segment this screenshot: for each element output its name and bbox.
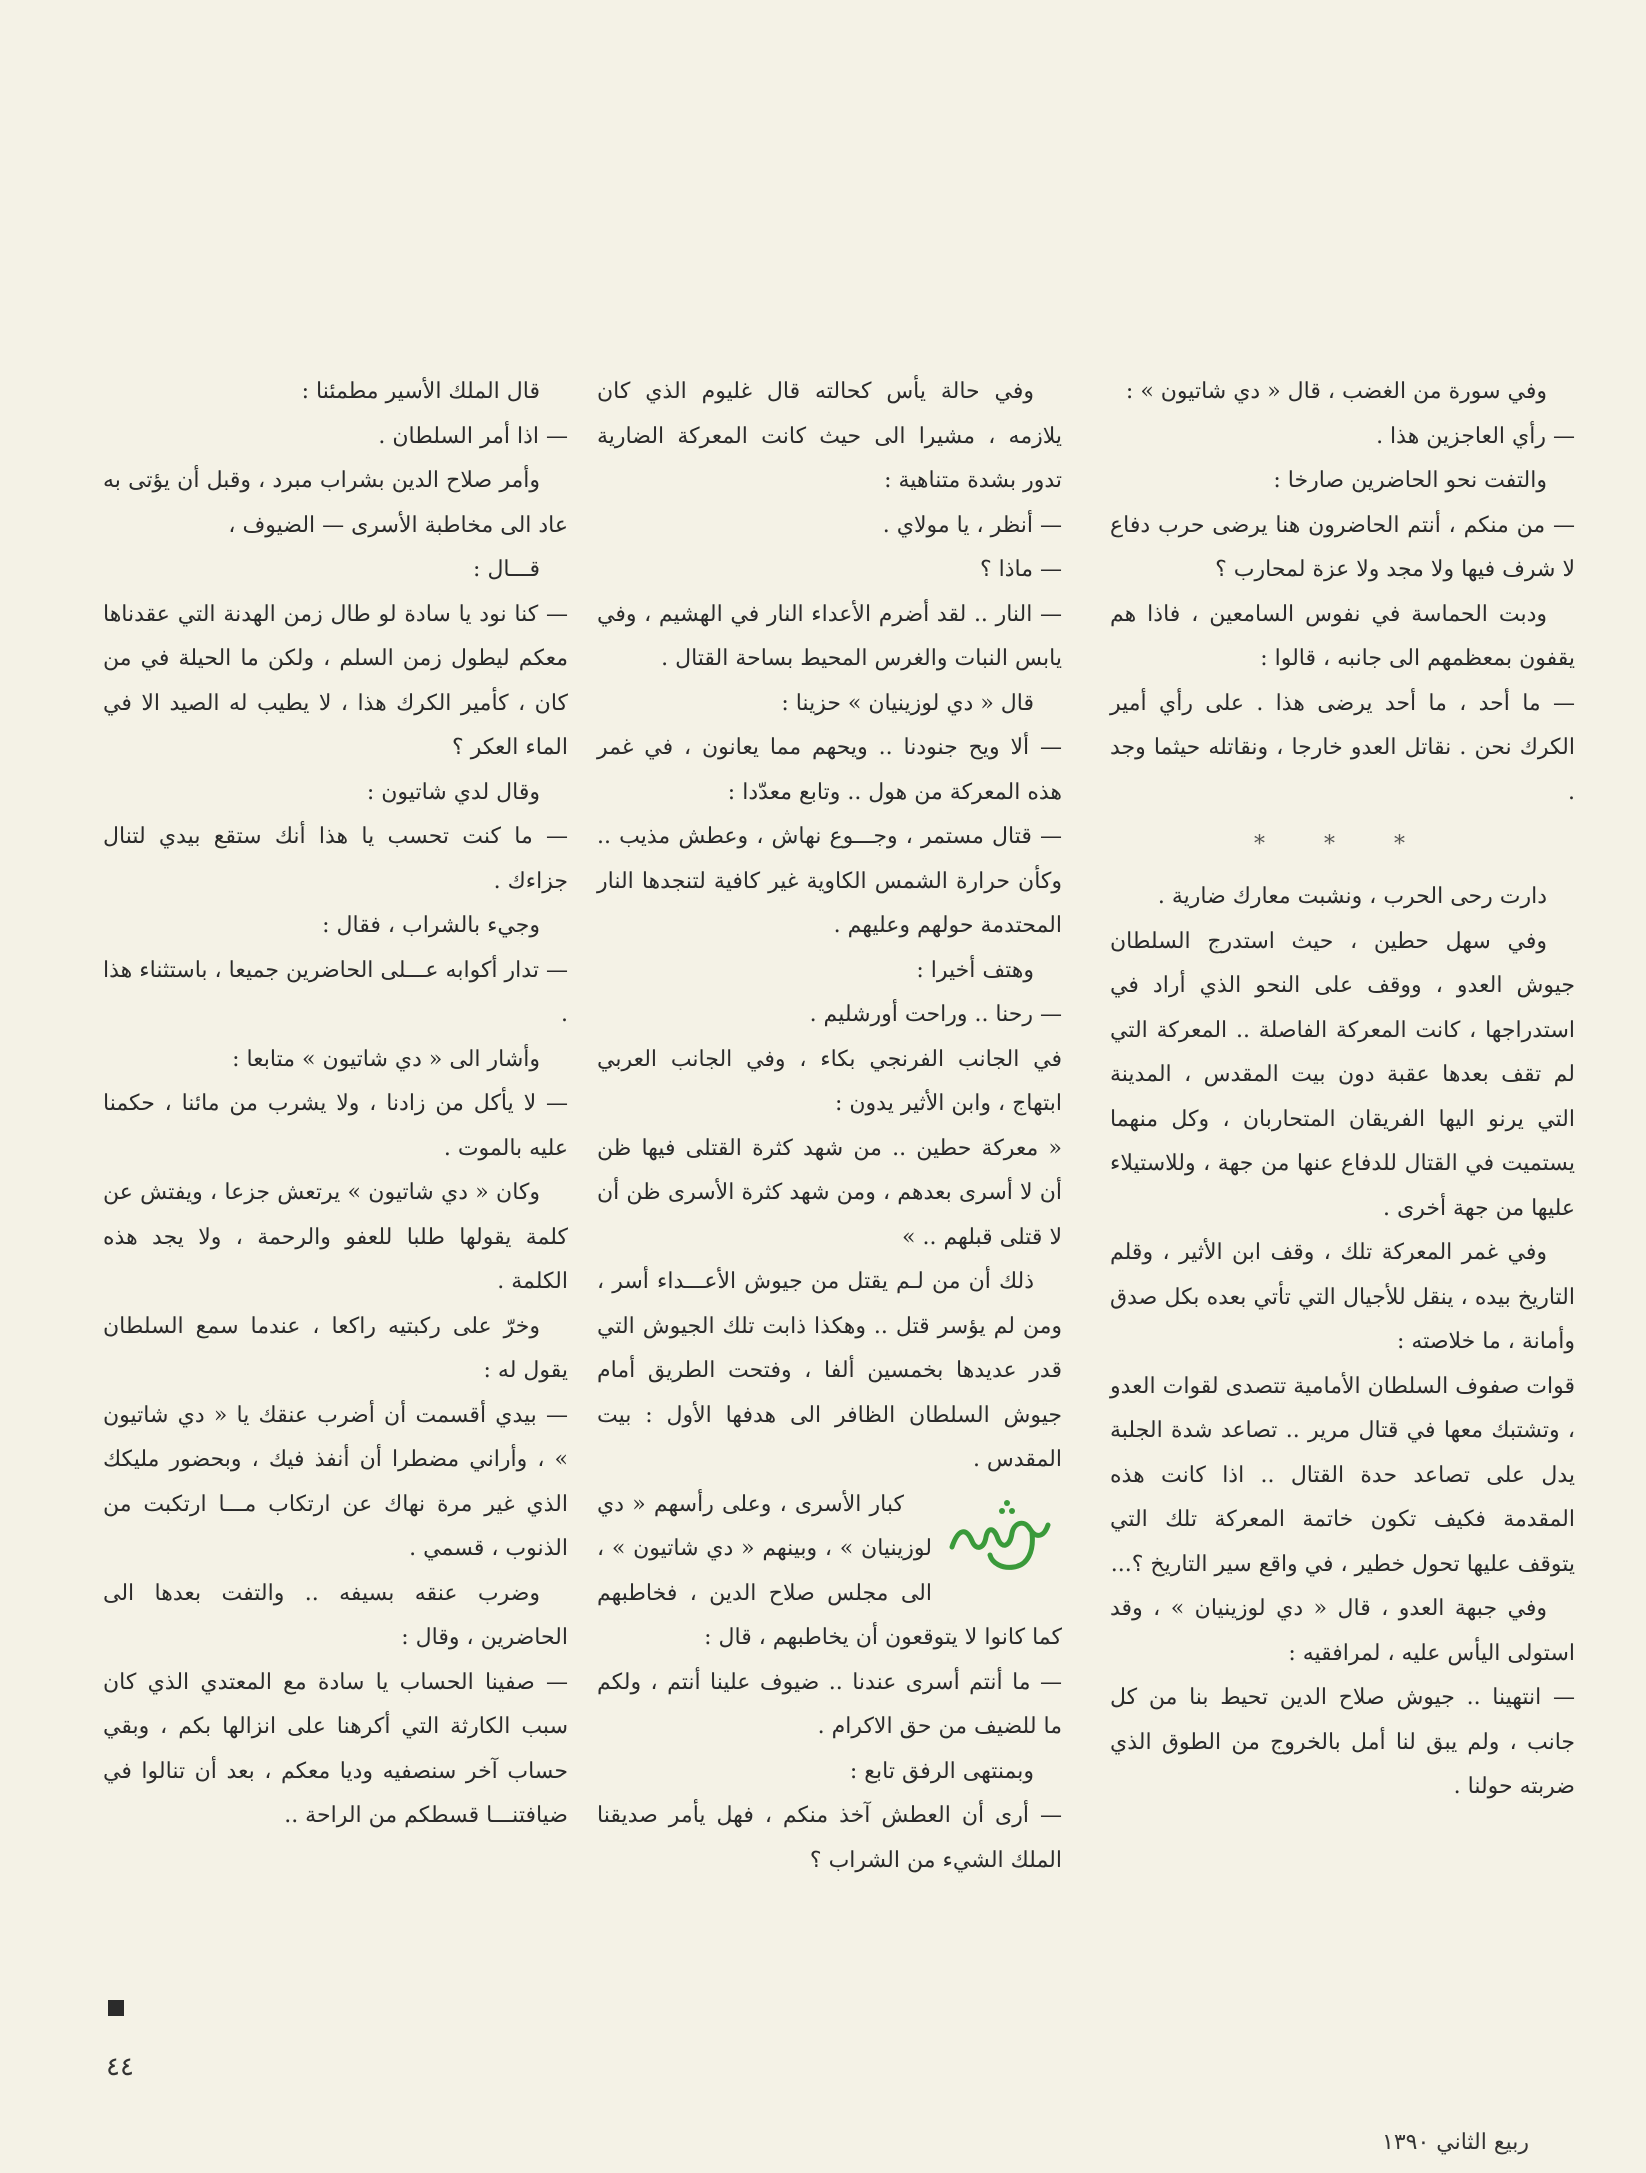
paragraph: دارت رحى الحرب ، ونشبت معارك ضارية . <box>1157 884 1547 909</box>
dialogue-line: — ما كنت تحسب يا هذا أنك ستقع بيدي لتنال جزاءك . <box>103 824 568 894</box>
article-column-middle <box>597 370 1062 1883</box>
paragraph: قال « دي لوزينيان » حزينا : <box>781 690 1034 716</box>
paragraph: قال الملك الأسير مطمئنا : <box>301 379 540 404</box>
dialogue-line: — قتال مستمر ، وجـــوع نهاش ، وعطش مذيب .. وكأن حرارة الشمس الكاوية غير كافية لتنجدها النار المحتدمة حولهم وعليهم . <box>597 824 1062 938</box>
page-number: ٤٤ <box>106 2052 134 2082</box>
paragraph: وفي غمر المعركة تلك ، وقف ابن الأثير ، وقلم التاريخ بيده ، ينقل للأجيال التي تأتي بعده بكل صدق وأمانة ، ما خلاصته : <box>1110 1240 1575 1354</box>
paragraph: قـــال : <box>473 557 540 582</box>
paragraph: وضرب عنقه بسيفه .. والتفت بعدها الى الحاضرين ، وقال : <box>103 1580 568 1650</box>
sayuf-logo <box>944 1489 1062 1573</box>
article-column-left <box>103 370 568 1839</box>
dialogue-line: — كنا نود يا سادة لو طال زمن الهدنة التي عقدناها معكم ليطول زمن السلم ، ولكن ما الحيلة في من كان ، كأمير الكرك هذا ، لا يطيب له الصيد الا في الماء العكر ؟ <box>103 601 568 760</box>
quotation: « معركة حطين .. من شهد كثرة القتلى فيها ظن أن لا أسرى بعدهم ، ومن شهد كثرة الأسرى ظن أن لا قتلى قبلهم .. » <box>597 1135 1062 1250</box>
paragraph: وبمنتهى الرفق تابع : <box>849 1758 1034 1784</box>
paragraph: وأشار الى « دي شاتيون » متابعا : <box>232 1046 540 1072</box>
paragraph: وفي سهل حطين ، حيث استدرج السلطان جيوش العدو ، ووقف على النحو الذي أراد في استدراجها ، كانت المعركة الفاصلة .. المعركة التي لم تقف بعدها عقبة دون بيت المقدس ، المدينة التي يرنو اليها الفريقان المتحاربان ، وكل منهما يستميت في القتال للدفاع عنها من جهة ، وللاستيلاء عليها من جهة أخرى . <box>1110 928 1575 1221</box>
section-separator: * * * <box>1254 832 1431 857</box>
article-column-right <box>1110 370 1575 1810</box>
dialogue-line: — بيدي أقسمت أن أضرب عنقك يا « دي شاتيون » ، وأراني مضطرا أن أنفذ فيك ، وبحضور مليكك الذي غير مرة نهاك عن ارتكاب مـــا ارتكبت من الذنوب ، قسمي . <box>103 1402 568 1561</box>
paragraph: وجيء بالشراب ، فقال : <box>322 913 540 938</box>
paragraph: ودبت الحماسة في نفوس السامعين ، فاذا هم يقفون بمعظمهم الى جانبه ، قالوا : <box>1110 601 1575 671</box>
paragraph: وفي سورة من الغضب ، قال « دي شاتيون » : <box>1125 379 1547 404</box>
dialogue-line: — انتهينا .. جيوش صلاح الدين تحيط بنا من كل جانب ، ولم يبق لنا أمل بالخروج من الطوق الذي ضربته حولنا . <box>1110 1685 1575 1799</box>
dialogue-line: — النار .. لقد أضرم الأعداء النار في الهشيم ، وفي يابس النبات والغرس المحيط بساحة القتال . <box>597 601 1062 671</box>
dialogue-line: — أنظر ، يا مولاي . <box>882 512 1062 538</box>
paragraph: وكان « دي شاتيون » يرتعش جزعا ، ويفتش عن كلمة يقولها طلبا للعفو والرحمة ، ولا يجد هذه الكلمة . <box>103 1180 568 1294</box>
dialogue-line: — أرى أن العطش آخذ منكم ، فهل يأمر صديقنا الملك الشيء من الشراب ؟ <box>597 1803 1062 1873</box>
paragraph: والتفت نحو الحاضرين صارخا : <box>1273 468 1547 493</box>
paragraph: ذلك أن من لـم يقتل من جيوش الأعـــداء أسر ، ومن لم يؤسر قتل .. وهكذا ذابت تلك الجيوش التي قدر عديدها بخمسين ألفا ، وفتحت الطريق أمام جيوش السلطان الظافر الى هدفها الأول : بيت المقدس . <box>597 1269 1062 1472</box>
issue-date-footer: ربيع الثاني ١٣٩٠ <box>1382 2130 1529 2155</box>
paragraph <box>597 1483 1062 1661</box>
paragraph: قوات صفوف السلطان الأمامية تتصدى لقوات العدو ، وتشتبك معها في قتال مرير .. تصاعد شدة الجلبة يدل على تصاعد حدة القتال .. اذا كانت هذه المقدمة فكيف تكون خاتمة المعركة تلك التي يتوقف عليها تحول خطير ، في واقع سير التاريخ ؟... <box>1110 1373 1575 1577</box>
dialogue-line: — لا يأكل من زادنا ، ولا يشرب من مائنا ، حكمنا عليه بالموت . <box>103 1091 568 1161</box>
dialogue-line: — ماذا ؟ <box>979 557 1062 582</box>
paragraph: وأمر صلاح الدين بشراب مبرد ، وقبل أن يؤتى به عاد الى مخاطبة الأسرى — الضيوف ، <box>103 468 568 538</box>
dialogue-line: — ما أنتم أسرى عندنا .. ضيوف علينا أنتم ، ولكم ما للضيف من حق الاكرام . <box>597 1669 1062 1739</box>
dialogue-line: — ألا ويح جنودنا .. ويحهم مما يعانون ، في غمر هذه المعركة من هول .. وتابع معدّدا : <box>597 735 1062 805</box>
dialogue-line: — تدار أكوابه عـــلى الحاضرين جميعا ، باستثناء هذا . <box>103 957 568 1027</box>
end-of-article-mark <box>108 2000 124 2016</box>
paragraph: وهتف أخيرا : <box>916 957 1034 983</box>
paragraph: وقال لدي شاتيون : <box>366 779 540 805</box>
paragraph: وفي حالة يأس كحالته قال غليوم الذي كان يلازمه ، مشيرا الى حيث كانت المعركة الضارية تدور بشدة متناهية : <box>597 379 1062 493</box>
dialogue-line: — رأي العاجزين هذا . <box>1376 423 1575 449</box>
dialogue-line: — من منكم ، أنتم الحاضرون هنا يرضى حرب دفاع لا شرف فيها ولا مجد ولا عزة لمحارب ؟ <box>1110 512 1575 582</box>
paragraph: في الجانب الفرنجي بكاء ، وفي الجانب العربي ابتهاج ، وابن الأثير يدون : <box>597 1046 1062 1116</box>
paragraph-text: كبار الأسرى ، وعلى رأسهم « دي لوزينيان » ، وبينهم « دي شاتيون » ، الى مجلس صلاح الدين ، فخاطبهم كما كانوا لا يتوقعون أن يخاطبهم ، قال : <box>597 1491 1062 1650</box>
dialogue-line: — صفينا الحساب يا سادة مع المعتدي الذي كان سبب الكارثة التي أكرهنا على انزالها بكم ، وبقي حساب آخر سنصفيه وديا معكم ، بعد أن تنالوا في ضيافتنـــا قسطكم من الراحة .. <box>103 1669 568 1828</box>
dialogue-line: — اذا أمر السلطان . <box>378 423 568 449</box>
dialogue-line: — ما أحد ، ما أحد يرضى هذا . على رأي أمير الكرك نحن . نقاتل العدو خارجا ، ونقاتله حيثما وجد . <box>1110 690 1575 805</box>
paragraph: وخرّ على ركبتيه راكعا ، عندما سمع السلطان يقول له : <box>103 1313 568 1383</box>
paragraph: وفي جبهة العدو ، قال « دي لوزينيان » ، وقد استولى اليأس عليه ، لمرافقيه : <box>1110 1596 1575 1666</box>
dialogue-line: — رحنا .. وراحت أورشليم . <box>809 1002 1062 1027</box>
